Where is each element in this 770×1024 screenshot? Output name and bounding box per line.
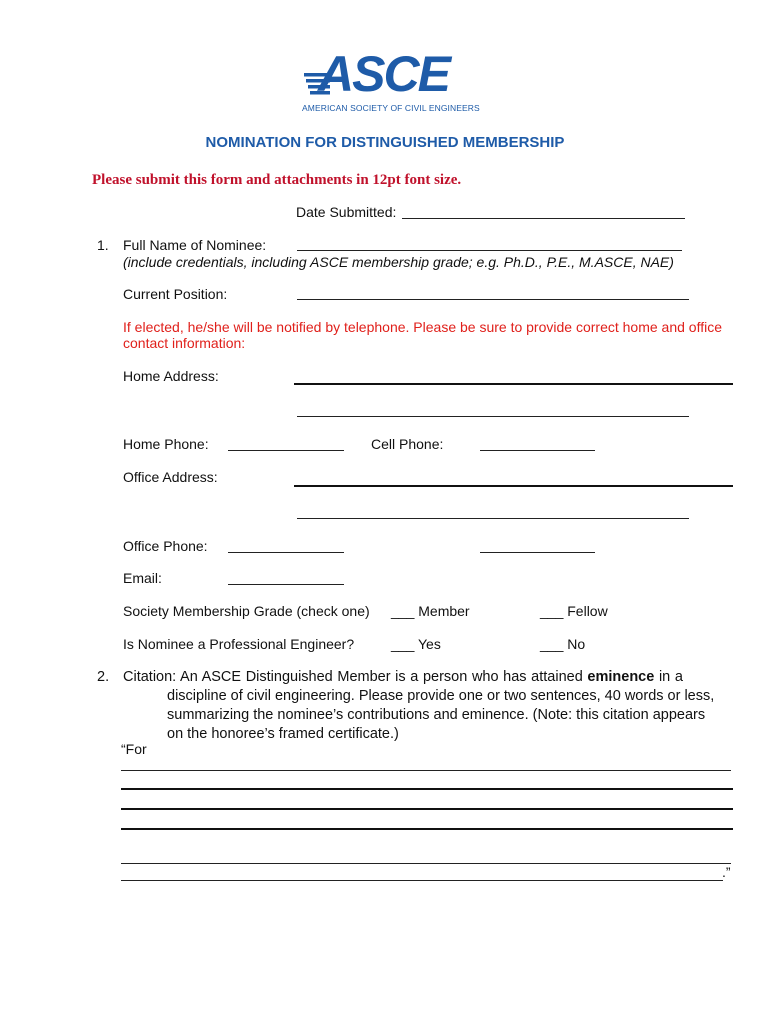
citation-field-1[interactable] [121, 770, 731, 771]
current-position-label: Current Position: [123, 286, 228, 302]
office-address-field-2[interactable] [297, 518, 689, 519]
citation-closing-quote: .” [722, 864, 731, 880]
email-label: Email: [123, 570, 162, 586]
citation-line-2: discipline of civil engineering. Please provide one or two sentences, 40 words or less, [167, 688, 715, 704]
date-submitted-field[interactable] [402, 218, 685, 219]
office-address-field-1[interactable] [294, 485, 733, 487]
cell-phone-field[interactable] [480, 450, 595, 451]
section-1-number: 1. [97, 237, 109, 253]
citation-for-prefix: “For [121, 741, 147, 757]
citation-field-2[interactable] [121, 788, 733, 790]
citation-line-1: Citation: An ASCE Distinguished Member is a person who has attained eminence in a [123, 669, 683, 685]
notice-line-2: contact information: [123, 335, 246, 351]
home-phone-field[interactable] [228, 450, 344, 451]
professional-engineer-label: Is Nominee a Professional Engineer? [123, 636, 355, 652]
grade-option-member[interactable]: ___ Member [391, 603, 470, 619]
cell-phone-label: Cell Phone: [371, 436, 444, 452]
citation-line-3: summarizing the nominee’s contributions and eminence. (Note: this citation appears [167, 707, 706, 723]
office-address-label: Office Address: [123, 469, 218, 485]
full-name-label: Full Name of Nominee: [123, 237, 267, 253]
home-address-field-2[interactable] [297, 416, 689, 417]
full-name-field[interactable] [297, 250, 682, 251]
notice-line-1: If elected, he/she will be notified by telephone. Please be sure to provide correct home and office [123, 319, 722, 335]
home-phone-label: Home Phone: [123, 436, 209, 452]
citation-field-5[interactable] [121, 863, 731, 864]
email-field[interactable] [228, 584, 344, 585]
citation-field-4[interactable] [121, 828, 733, 830]
font-size-instruction: Please submit this form and attachments in 12pt font size. [92, 172, 462, 188]
home-address-field-1[interactable] [294, 383, 733, 385]
membership-grade-label: Society Membership Grade (check one) [123, 603, 370, 619]
citation-field-6[interactable] [121, 880, 723, 881]
eminence-emphasis: eminence [587, 669, 655, 685]
office-phone-field[interactable] [228, 552, 344, 553]
pe-option-no[interactable]: ___ No [540, 636, 586, 652]
current-position-field[interactable] [297, 299, 689, 300]
section-2-number: 2. [97, 669, 110, 685]
form-title: NOMINATION FOR DISTINGUISHED MEMBERSHIP [205, 134, 565, 151]
grade-option-fellow[interactable]: ___ Fellow [540, 603, 608, 619]
home-address-label: Home Address: [123, 368, 219, 384]
credentials-note: (include credentials, including ASCE membership grade; e.g. Ph.D., P.E., M.ASCE, NAE) [123, 254, 674, 270]
office-phone-field-2[interactable] [480, 552, 595, 553]
citation-line-4: on the honoree’s framed certificate.) [167, 726, 399, 742]
pe-option-yes[interactable]: ___ Yes [391, 636, 441, 652]
office-phone-label: Office Phone: [123, 538, 208, 554]
citation-field-3[interactable] [121, 808, 733, 810]
date-submitted-label: Date Submitted: [296, 204, 397, 220]
logo-subtitle: AMERICAN SOCIETY OF CIVIL ENGINEERS [302, 103, 480, 113]
svg-text:ASCE: ASCE [318, 46, 449, 102]
